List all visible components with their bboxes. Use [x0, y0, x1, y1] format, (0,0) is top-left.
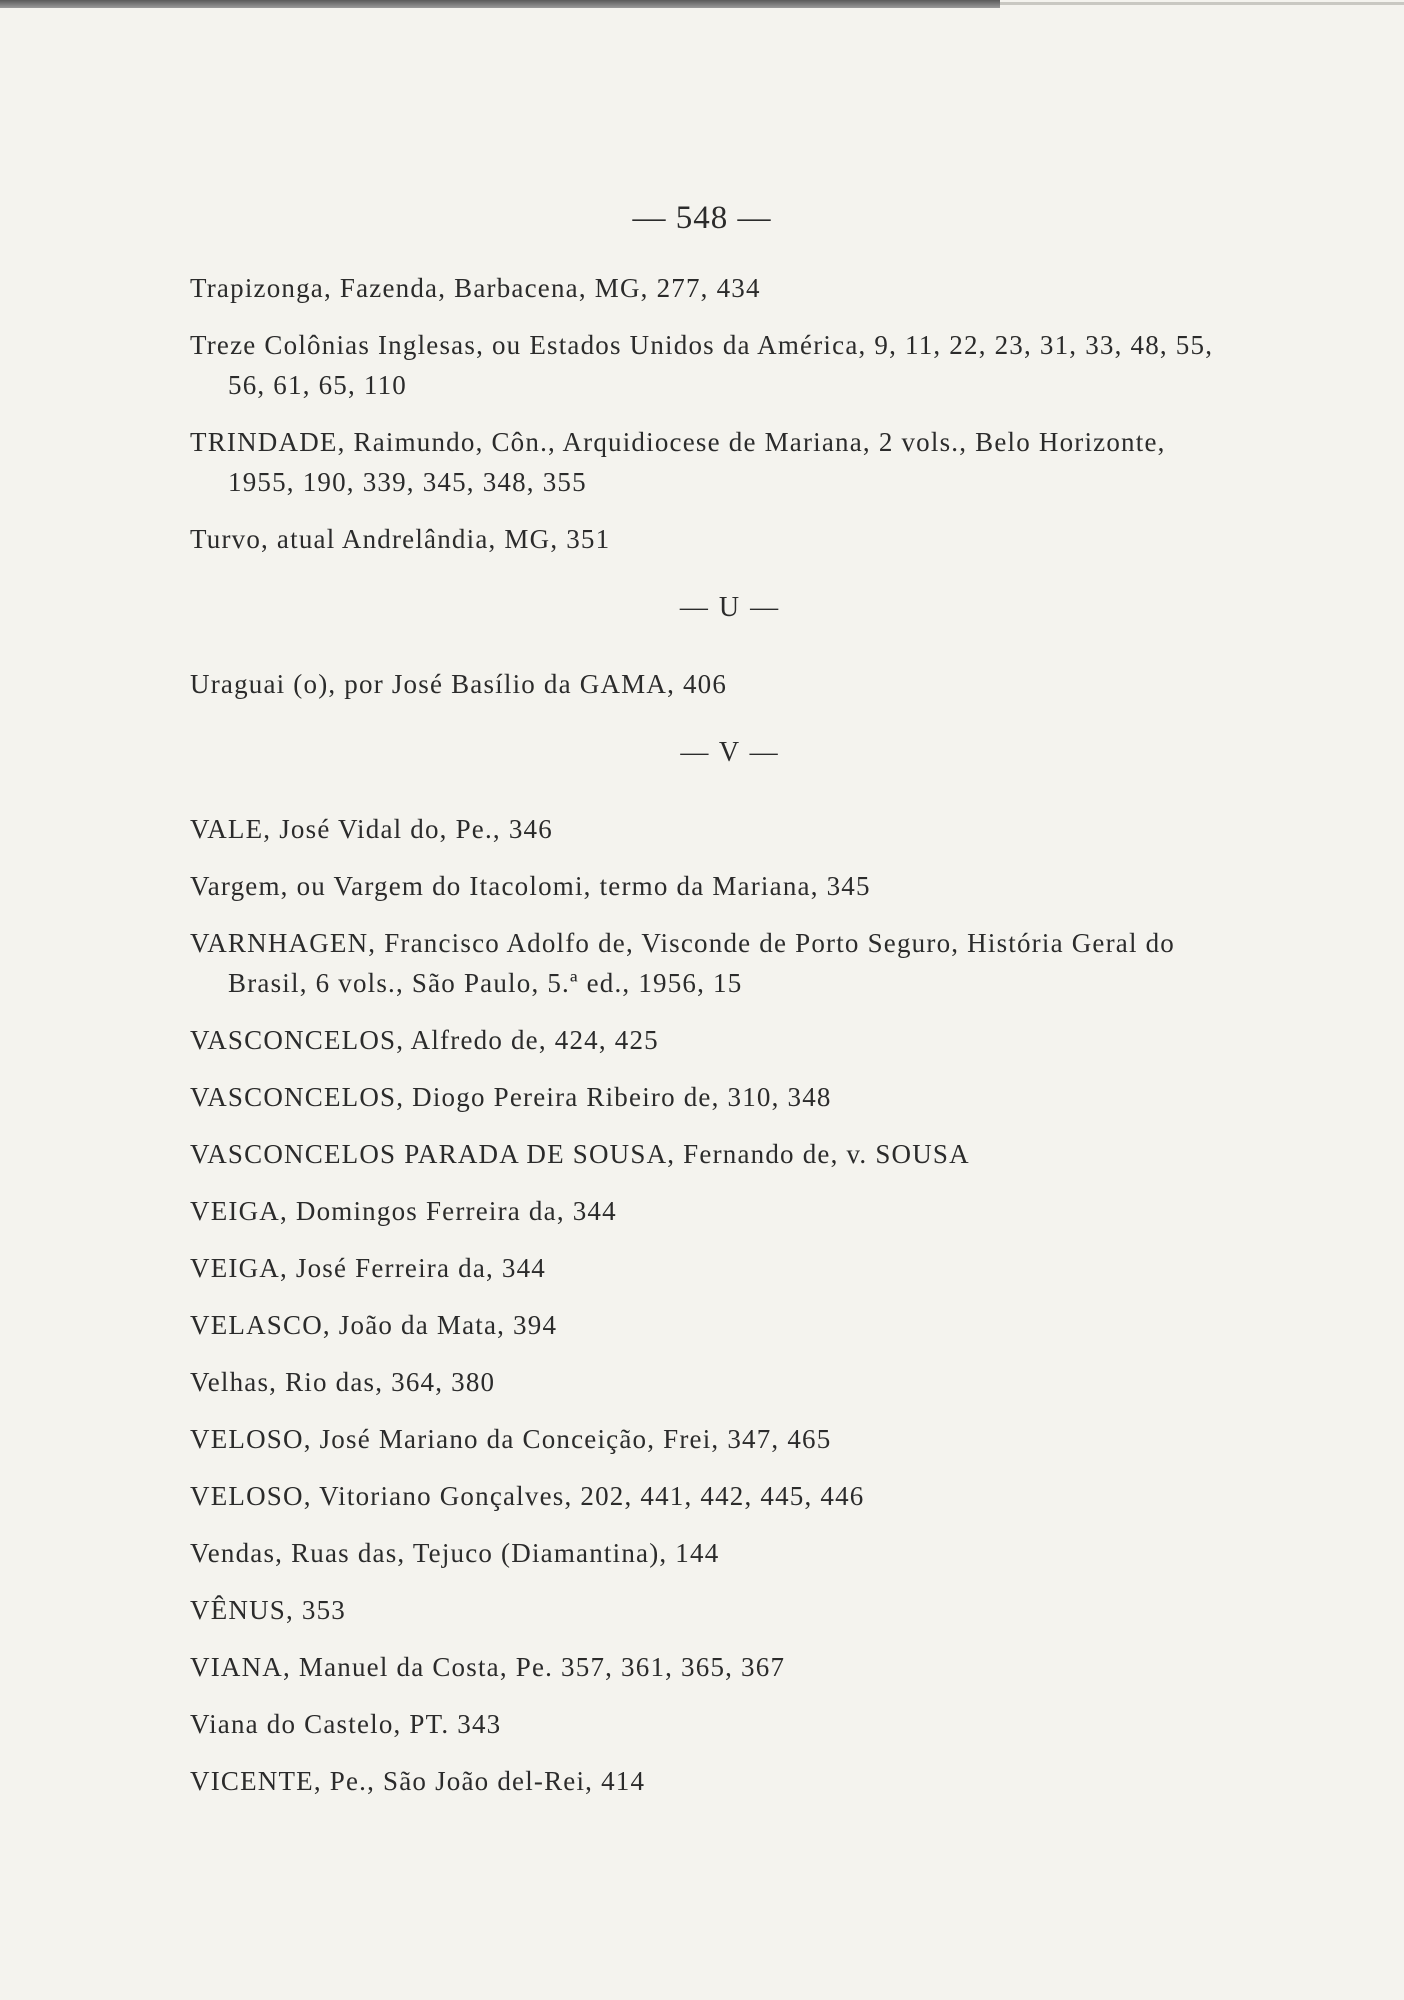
index-entry: VÊNUS, 353 — [190, 1595, 347, 1625]
index-entry: Turvo, atual Andrelândia, MG, 351 — [190, 524, 611, 554]
index-entry: Trapizonga, Fazenda, Barbacena, MG, 277, 434 — [190, 273, 761, 303]
index-entry: VICENTE, Pe., São João del-Rei, 414 — [190, 1766, 646, 1796]
index-entries — [190, 268, 1240, 1818]
index-entry: VALE, José Vidal do, Pe., 346 — [190, 814, 553, 844]
letter-heading-v: — V — — [680, 737, 780, 768]
index-entry: Vargem, ou Vargem do Itacolomi, termo da Mariana, 345 — [190, 871, 871, 901]
page-number: — 548 — — [632, 200, 772, 236]
index-entry: Vendas, Ruas das, Tejuco (Diamantina), 144 — [190, 1538, 720, 1568]
index-entry: Viana do Castelo, PT. 343 — [190, 1709, 502, 1739]
letter-heading-u: — U — — [679, 592, 781, 623]
index-entry: VELOSO, Vitoriano Gonçalves, 202, 441, 442, 445, 446 — [190, 1481, 865, 1511]
index-entry: Velhas, Rio das, 364, 380 — [190, 1367, 496, 1397]
index-entry: VEIGA, José Ferreira da, 344 — [190, 1253, 547, 1283]
index-entry: VELOSO, José Mariano da Conceição, Frei, 347, 465 — [190, 1424, 832, 1454]
index-entry: VARNHAGEN, Francisco Adolfo de, Visconde de Porto Seguro, História Geral do Brasil, 6 vols., São Paulo, 5.ª ed., 1956, 15 — [190, 928, 1176, 998]
index-entry: VASCONCELOS, Diogo Pereira Ribeiro de, 310, 348 — [190, 1082, 832, 1112]
index-entry: Uraguai (o), por José Basílio da GAMA, 406 — [190, 669, 728, 699]
index-entry: Treze Colônias Inglesas, ou Estados Unidos da América, 9, 11, 22, 23, 31, 33, 48, 55, 56, 61, 65, 110 — [190, 330, 1214, 400]
index-entry: VASCONCELOS, Alfredo de, 424, 425 — [190, 1025, 659, 1055]
index-entry: VELASCO, João da Mata, 394 — [190, 1310, 558, 1340]
index-entry: VIANA, Manuel da Costa, Pe. 357, 361, 365, 367 — [190, 1652, 786, 1682]
index-entry: VEIGA, Domingos Ferreira da, 344 — [190, 1196, 617, 1226]
index-entry: VASCONCELOS PARADA DE SOUSA, Fernando de, v. SOUSA — [190, 1139, 970, 1169]
index-entry: TRINDADE, Raimundo, Côn., Arquidiocese de Mariana, 2 vols., Belo Horizonte, 1955, 190, 339, 345, 348, 355 — [190, 427, 1166, 497]
